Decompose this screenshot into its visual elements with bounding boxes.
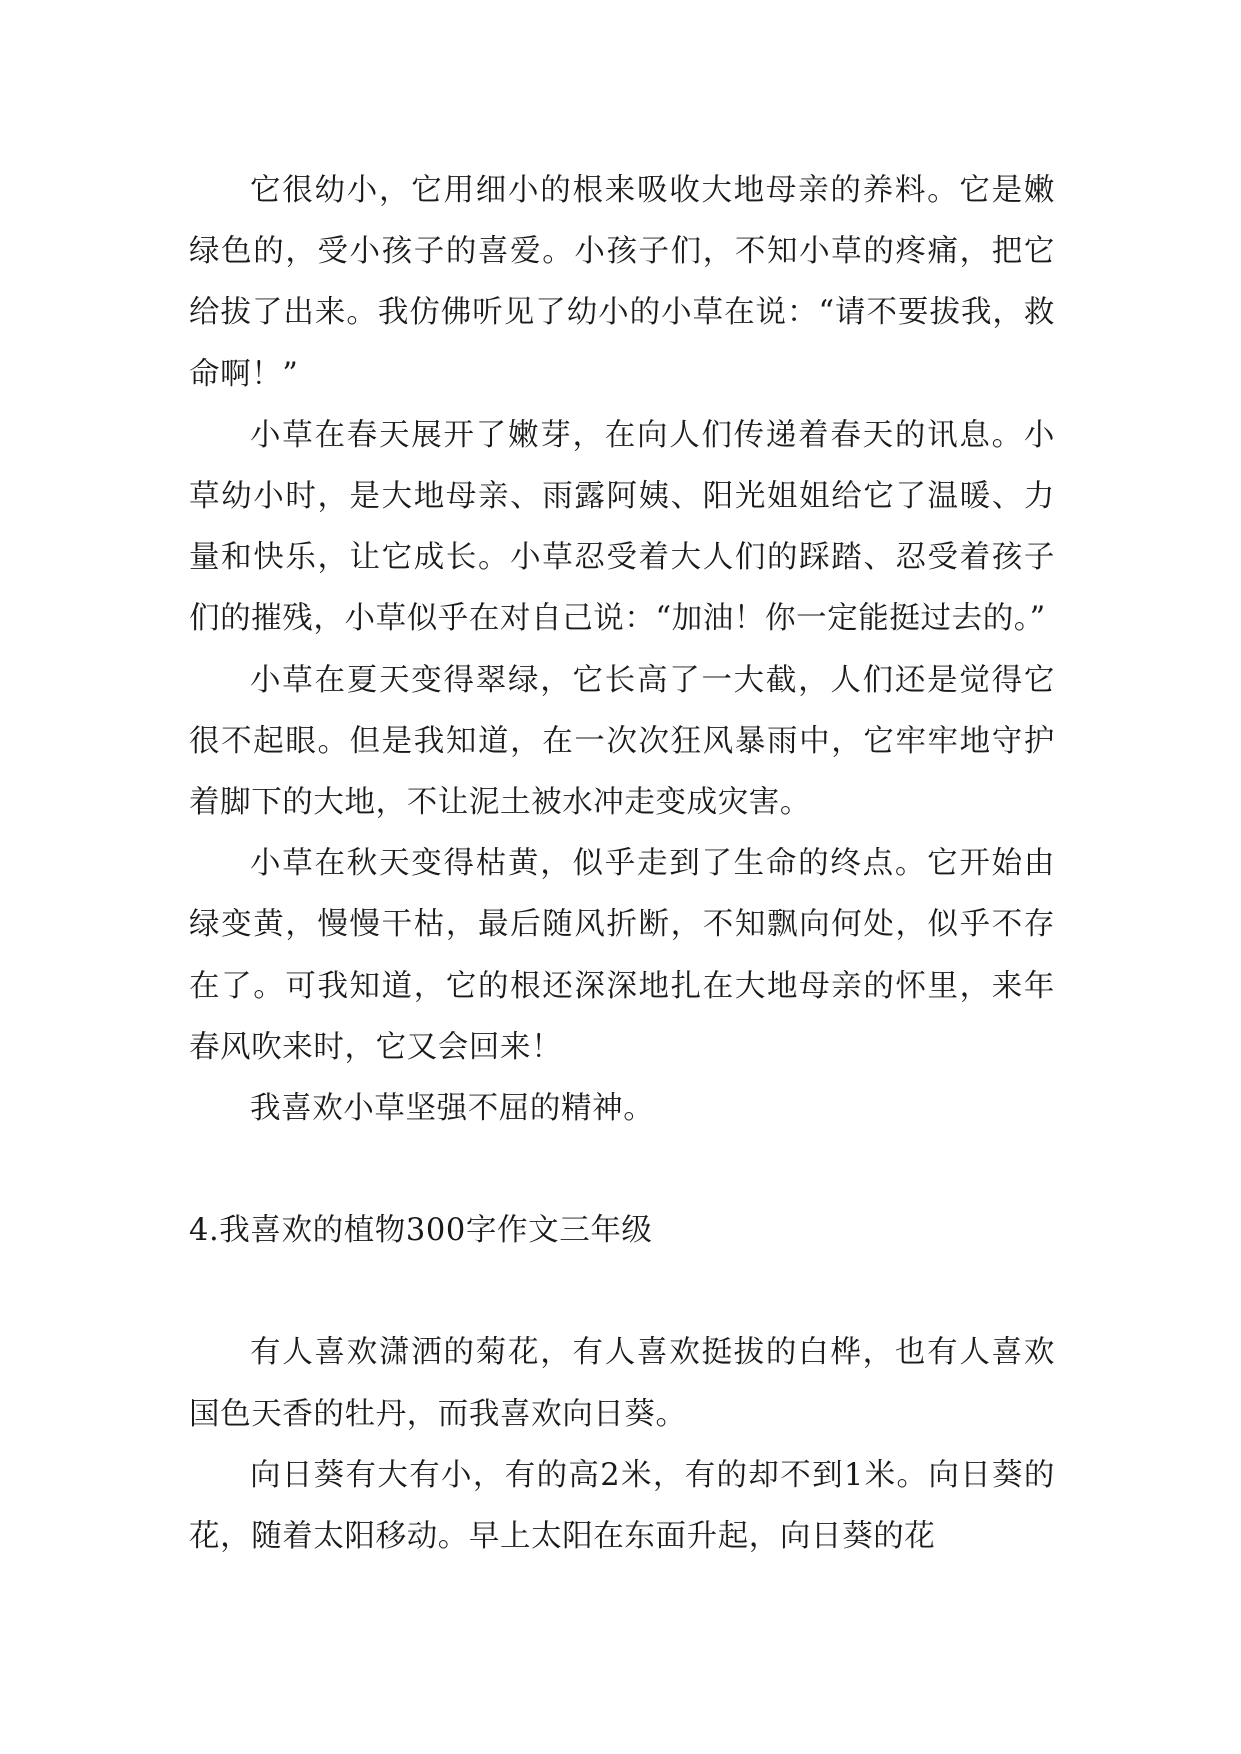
paragraph-conclusion: 我喜欢小草坚强不屈的精神。 (250, 1091, 655, 1127)
paragraph-sunflower-description: 向日葵有大有小，有的高2米，有的却不到1米。向日葵的花，随着太阳移动。早上太阳在东面升起，向日葵的花 (189, 1457, 1055, 1555)
paragraph-seedling: 它很幼小，它用细小的根来吸收大地母亲的养料。它是嫩绿色的，受小孩子的喜爱。小孩子们，不知小草的疼痛，把它给拔了出来。我仿佛听见了幼小的小草在说：“请不要拔我，救命啊！” (189, 173, 1055, 392)
document-body (189, 160, 1055, 1567)
paragraph-autumn: 小草在秋天变得枯黄，似乎走到了生命的终点。它开始由绿变黄，慢慢干枯，最后随风折断，不知飘向何处，似乎不存在了。可我知道，它的根还深深地扎在大地母亲的怀里，来年春风吹来时，它又会回来！ (189, 846, 1055, 1065)
paragraph-summer: 小草在夏天变得翠绿，它长高了一大截，人们还是觉得它很不起眼。但是我知道，在一次次狂风暴雨中，它牢牢地守护着脚下的大地，不让泥土被水冲走变成灾害。 (189, 662, 1055, 821)
section-heading: 4.我喜欢的植物300字作文三年级 (189, 1213, 653, 1249)
paragraph-intro-sunflower: 有人喜欢潇洒的菊花，有人喜欢挺拔的白桦，也有人喜欢国色天香的牡丹，而我喜欢向日葵。 (189, 1335, 1055, 1432)
paragraph-spring: 小草在春天展开了嫩芽，在向人们传递着春天的讯息。小草幼小时，是大地母亲、雨露阿姨、阳光姐姐给它了温暖、力量和快乐，让它成长。小草忍受着大人们的踩踏、忍受着孩子们的摧残，小草似乎在对自己说：“加油！你一定能挺过去的。” (189, 417, 1055, 637)
